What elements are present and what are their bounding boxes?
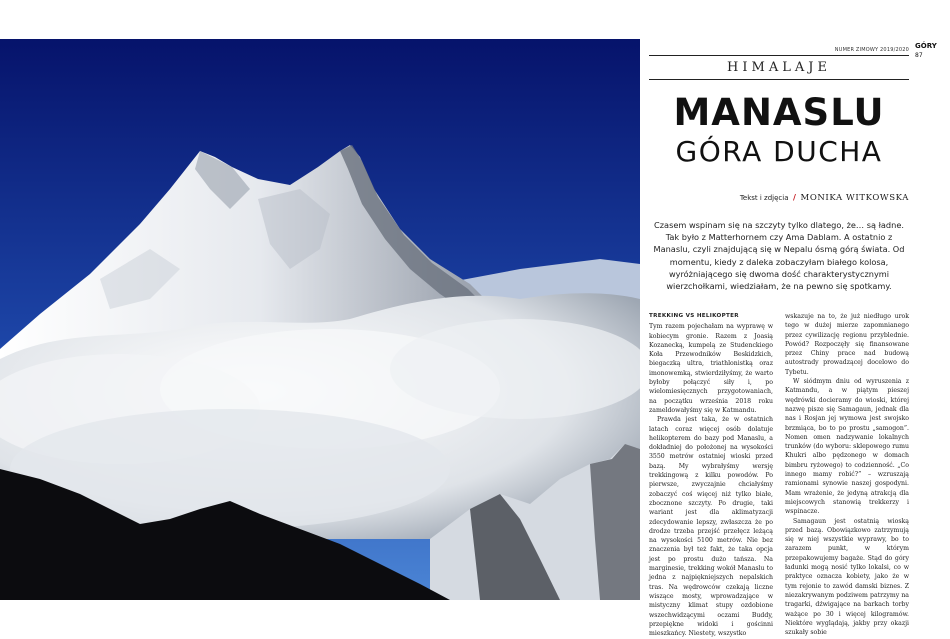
text-column-1 xyxy=(649,312,773,638)
section-heading: TREKKING VS HELIKOPTER xyxy=(649,313,739,319)
article-lead: Czasem wspinam się na szczyty tylko dlatego, że… są ładne. Tak było z Matterhornem czy Ama Dablam. A ostatnio z Manaslu, czyli znajdującą się w Nepalu ósmą górą świata. Od momentu, kiedy z daleka zobaczyłam białego kolosa, wyróżniającego się dwoma dość charakterystycznymi wierzchołkami, wiedziałam, że na pewno się spotkamy. xyxy=(653,220,905,292)
issue-label: NUMER ZIMOWY 2019/2020 xyxy=(834,47,909,53)
byline-label: Tekst i zdjęcia xyxy=(739,194,789,202)
article-title: MANASLU xyxy=(673,91,885,134)
paragraph: Tym razem pojechałam na wyprawę w kobiecym gronie. Razem z Joasią Kozanecką, kumpelą ze Studenckiego Koła Przewodników Beskidzkich, biegaczką ultra, triathlonistką oraz imonowemką, stwierdziłyśmy, że warto byłoby połączyć siły i, po wielomiesięcznych przygotowaniach, na początku września 2018 roku zameldowałyśmy się w Katmandu. xyxy=(649,323,773,414)
article-panel xyxy=(649,39,909,638)
paragraph: Samagaun jest ostatnią wioską przed bazą. Obowiązkowo zatrzymują się w niej wszystkie wyprawy, bo to zarazem punkt, w którym przepakowujemy bagaże. Stąd do góry ładunki mogą nosić tylko lokalsi, co w praktyce oznacza kobiety, jako że w tym rejonie to zawód damski biznes. Z niezakrywanym podziwem patrzymy na tragarki, dźwigające na barkach torby ważące po 30 i więcej kilogramów. Niektóre wyglądają, jakby przy okazji szukały sobie xyxy=(785,517,909,637)
paragraph: Prawda jest taka, że w ostatnich latach coraz więcej osób dolatuje helikopterem do bazy pod Manaslu, a dokładniej do położonej na wysokości 3550 metrów ostatniej wioski przed bazą. My wybrałyśmy wersję trekkingową z kilku powodów. Po pierwsze, zwyczajnie chciałyśmy zobaczyć coś więcej niż tylko białe, zbocznone szczyty. Po drugie, taki wariant jest dla aklimatyzacji zdecydowanie lepszy, zwłaszcza że po drodze trzeba przejść przełęcz leżącą na wysokości 5100 metrów. Nie bez znaczenia był też fakt, że taka opcja jest po prostu dużo tańsza. Na marginesie, trekking wokół Manaslu to jedna z najpiękniejszych nepalskich tras. Na wędrowców czekają liczne wiszące mosty, wprowadzające w mistyczny klimat stupy ozdobione wszechwidzącymi oczami Buddy, przepiękne widoki i gościnni mieszkańcy. Niestety, wszystko xyxy=(649,416,773,638)
header-rule-top xyxy=(649,55,909,56)
byline-slash: / xyxy=(793,193,796,202)
magazine-name: GÓRY xyxy=(915,42,937,50)
paragraph: wskazuje na to, że już niedługo urok tego w dużej mierze zapomnianego przez cywilizację regionu przyblednie. Powód? Rozpoczęły się finansowane przez Chiny prace nad budową autostrady prowadzącej docelowo do Tybetu. xyxy=(785,313,909,376)
paragraph: W siódmym dniu od wyruszenia z Katmandu, a w piątym pieszej wędrówki docieramy do wioski, której nazwę pisze się Samagaun, jednak dla nas i Rosjan jej wymowa jest swojsko brzmiąca, bo to po prostu „samogon”. Nomen omen nadzywanie lokalnych trunków (do wyboru: sklepowego rumu Khukri albo pędzonego w domach bimbru ryżowego) to codzienność. „Co innego mamy robić?” – wzruszają ramionami synowie naszej gospodyni. Mam wrażenie, że jedyną atrakcją dla miejscowych stanowią trekkerzy i wspinacze. xyxy=(785,378,909,516)
text-column-2 xyxy=(785,312,909,637)
folio xyxy=(915,42,937,60)
header-rule-bottom xyxy=(649,79,909,80)
article-subtitle: GÓRA DUCHA xyxy=(675,135,883,168)
byline-author: MONIKA WITKOWSKA xyxy=(800,193,909,203)
page-number: 87 xyxy=(915,52,923,59)
byline xyxy=(740,193,909,203)
section-title: HIMALAJE xyxy=(727,60,831,75)
manaslu-photo xyxy=(0,39,640,600)
